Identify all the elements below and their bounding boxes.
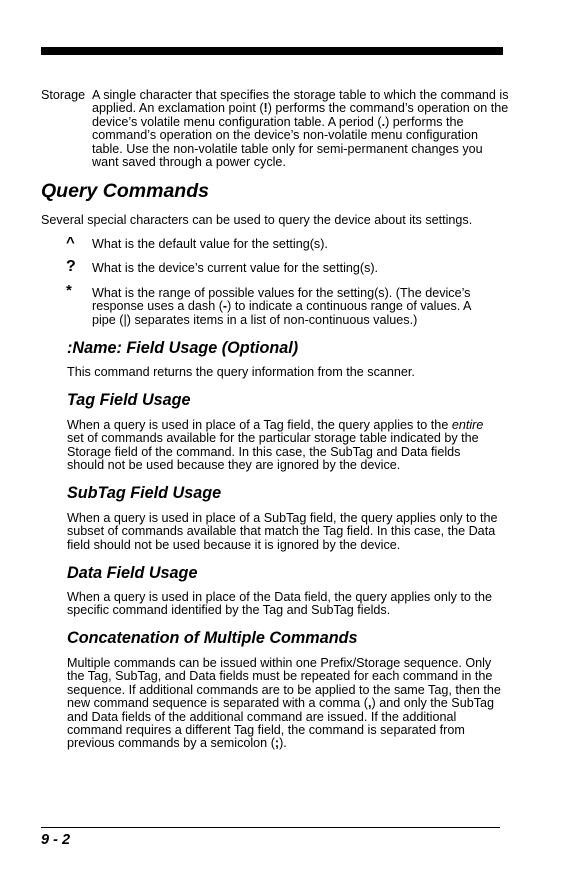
name-usage-heading: :Name: Field Usage (Optional) — [67, 339, 299, 357]
storage-description: A single character that specifies the storage table to which the command is applied. An exclamation point (!) performs the command’s operation on the device’s volatile menu configuration table. A period (.) performs the command’s operation on the device’s non-volatile menu configuration table. Use the non-volatile table only for semi-permanent changes you want saved through a power cycle. — [92, 88, 509, 170]
asterisk-symbol: * — [66, 282, 72, 299]
data-usage-text: When a query is used in place of the Data field, the query applies only to the specific command identified by the Tag and SubTag fields. — [67, 590, 492, 618]
query-item-range: What is the range of possible values for the setting(s). (The device’s response uses a dash (-) to indicate a continuous range of values. A pipe (|) separates items in a list of non-continuous values.) — [92, 286, 471, 327]
concat-text: Multiple commands can be issued within one Prefix/Storage sequence. Only the Tag, SubTag, and Data fields must be repeated for each command in the sequence. If additional commands are to be applied to the same Tag, then the new command sequence is separated with a comma (,) and only the SubTag and Data fields of the additional command are issued. If the additional command requires a different Tag field, the command is separated from previous commands by a semicolon (;). — [67, 656, 501, 751]
query-symbol-list — [0, 236, 577, 326]
query-item-current: What is the device’s current value for the setting(s). — [92, 261, 379, 275]
tag-usage-heading: Tag Field Usage — [67, 391, 191, 409]
tag-usage-text: When a query is used in place of a Tag field, the query applies to the entire set of commands available for the particular storage table indicated by the Storage field of the command. In this case, the SubTag and Data fields should not be used because they are ignored by the device. — [67, 418, 484, 473]
name-usage-text: This command returns the query information from the scanner. — [67, 365, 415, 379]
caret-symbol: ^ — [66, 234, 75, 251]
query-commands-heading: Query Commands — [41, 180, 209, 202]
concat-heading: Concatenation of Multiple Commands — [67, 629, 358, 647]
bottom-rule — [41, 827, 500, 828]
storage-term: Storage — [41, 88, 86, 102]
page-number: 9 - 2 — [41, 832, 71, 848]
top-rule — [41, 47, 503, 55]
data-usage-heading: Data Field Usage — [67, 564, 198, 582]
query-item-default: What is the default value for the setting(s). — [92, 237, 328, 251]
query-intro: Several special characters can be used to query the device about its settings. — [41, 213, 473, 227]
question-symbol: ? — [66, 258, 76, 275]
subtag-usage-text: When a query is used in place of a SubTag field, the query applies only to the subset of commands available that match the Tag field. In this case, the Data field should not be used because it is ignored by the device. — [67, 511, 498, 552]
subtag-usage-heading: SubTag Field Usage — [67, 484, 222, 502]
